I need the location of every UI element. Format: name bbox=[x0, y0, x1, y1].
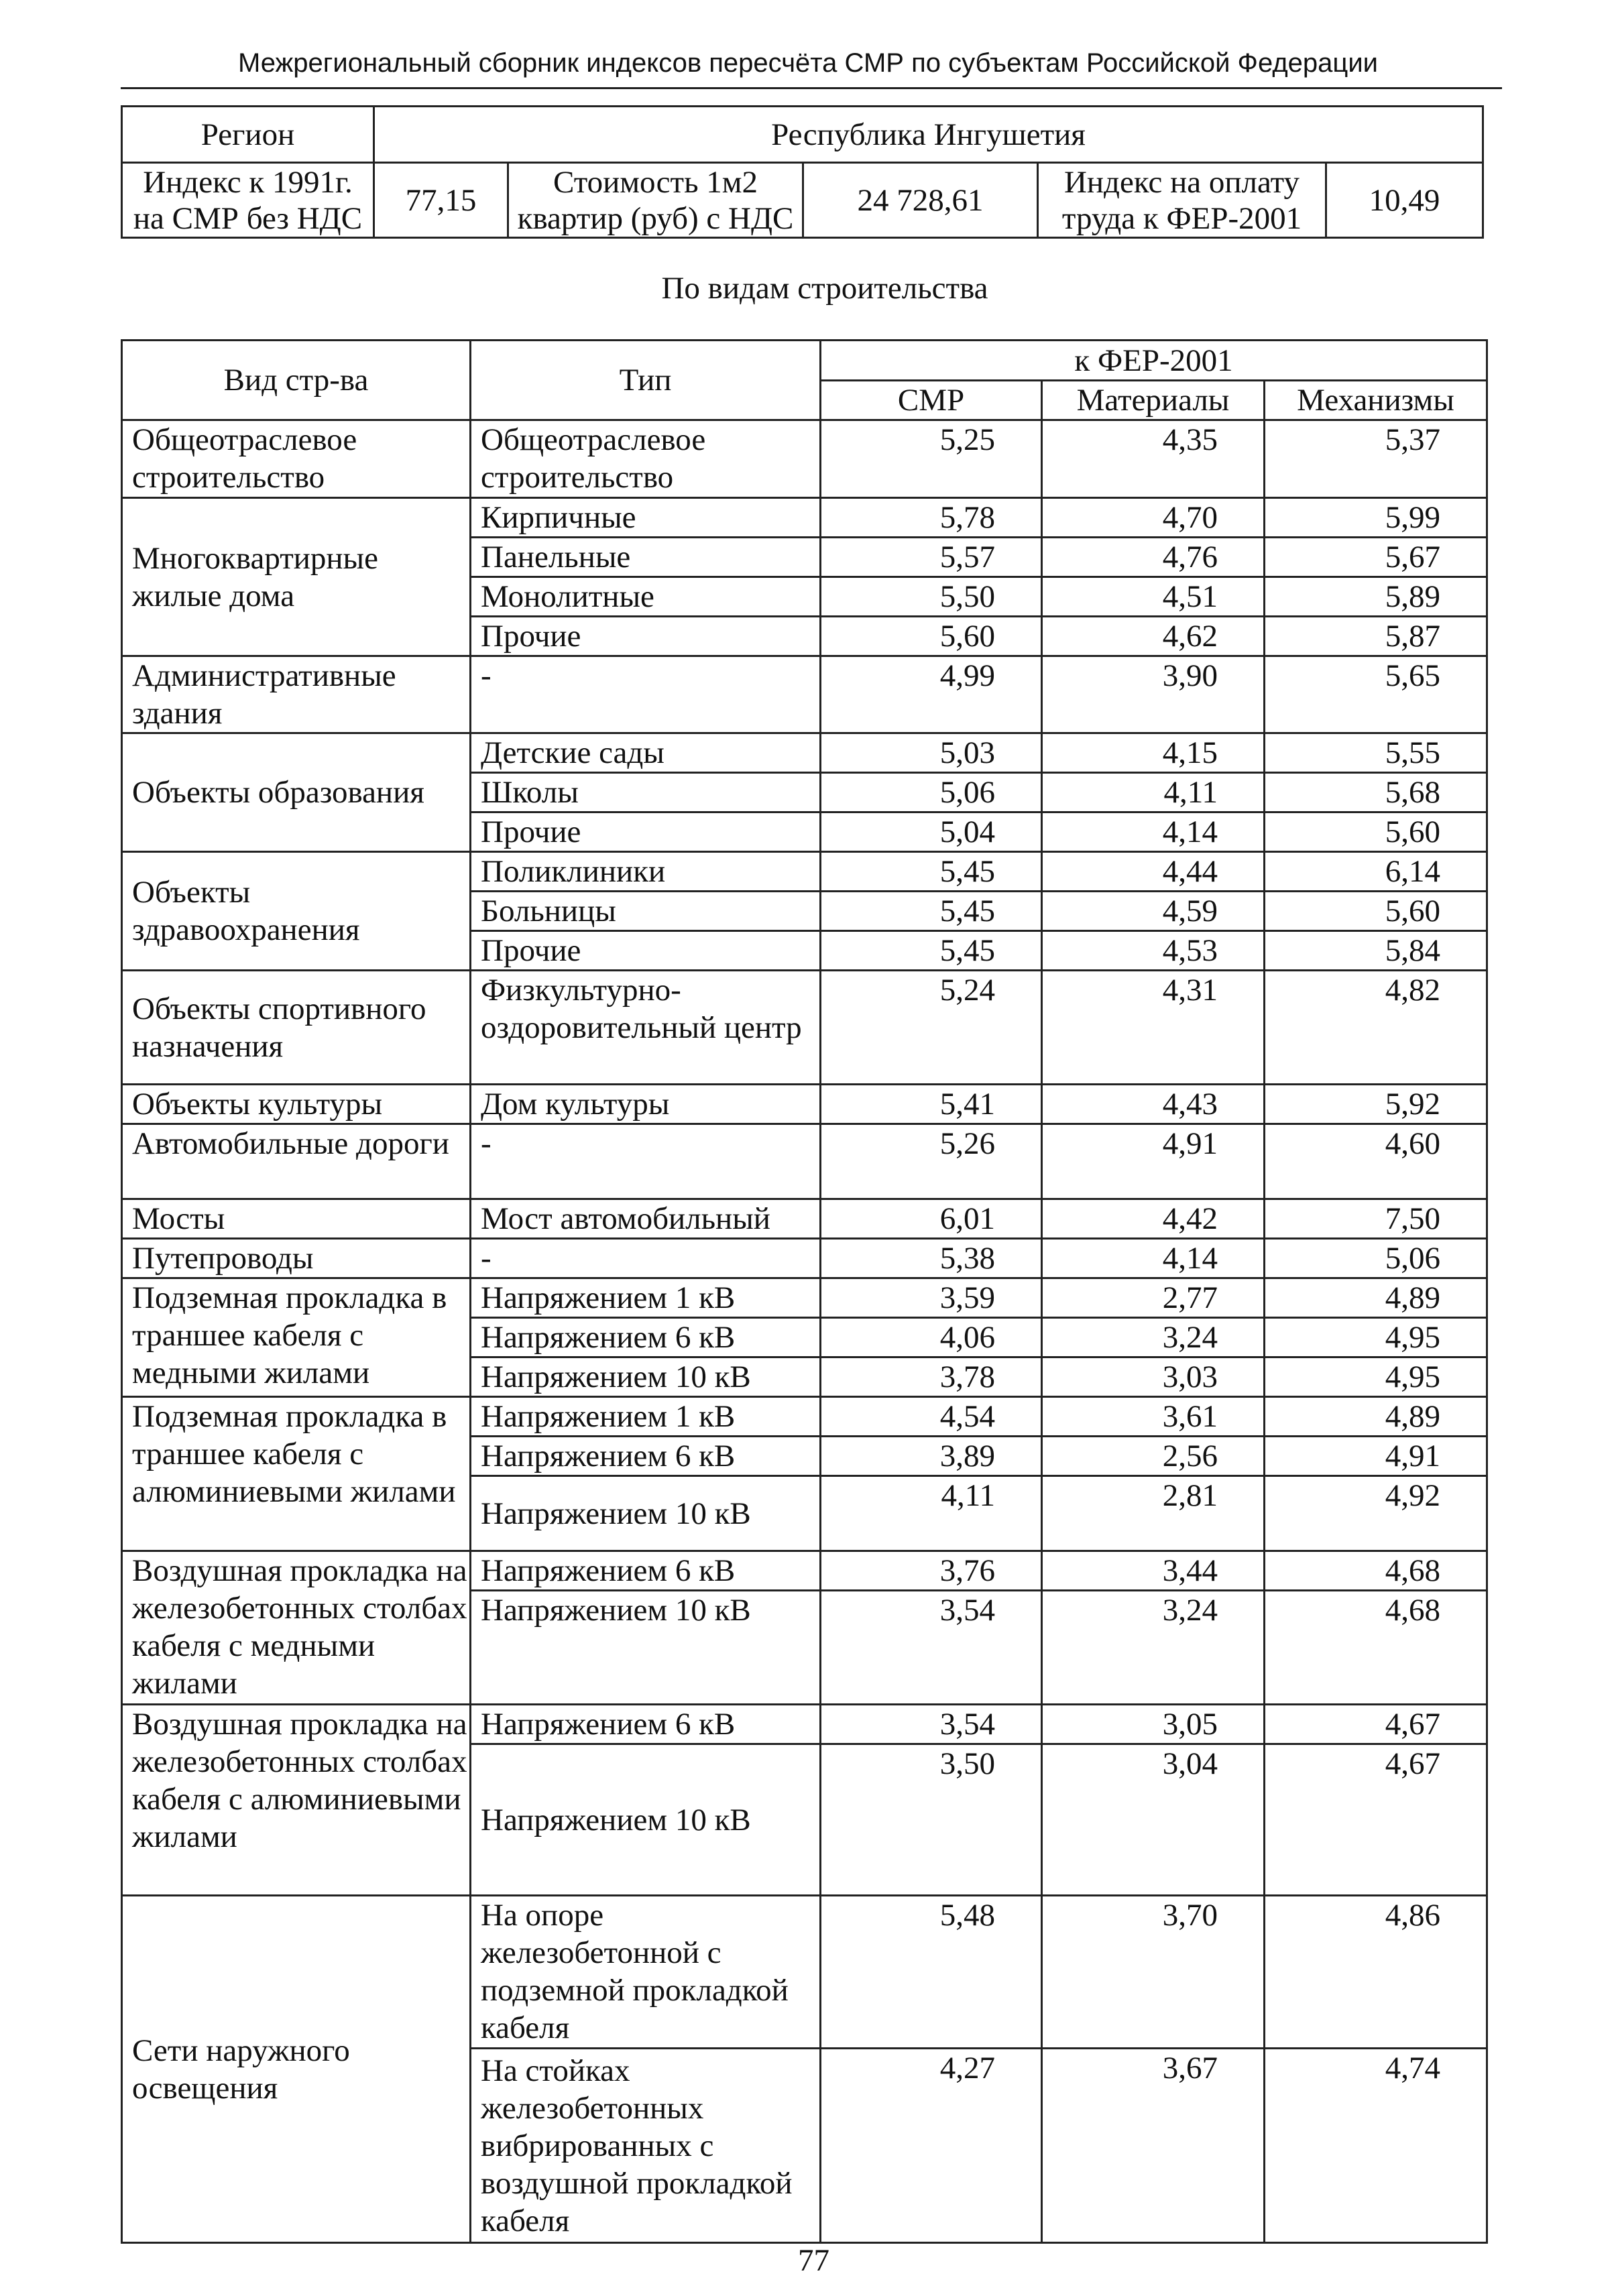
construction-type-cell: Напряжением 6 кВ bbox=[471, 1437, 821, 1476]
index-1991-label bbox=[122, 163, 374, 238]
materials-value-cell: 4,35 bbox=[1042, 420, 1265, 498]
smr-value-cell: 5,41 bbox=[821, 1085, 1042, 1124]
construction-kind-cell: Сети наружного освещения bbox=[122, 1896, 471, 2243]
mechanisms-value-cell: 5,99 bbox=[1265, 498, 1487, 538]
cost-label-line1: Стоимость 1м2 bbox=[553, 164, 758, 200]
smr-value-cell: 3,59 bbox=[821, 1278, 1042, 1318]
construction-type-cell: Кирпичные bbox=[471, 498, 821, 538]
smr-value-cell: 5,45 bbox=[821, 892, 1042, 931]
mechanisms-value-cell: 5,89 bbox=[1265, 577, 1487, 617]
table-row bbox=[122, 1124, 1487, 1199]
table-row bbox=[122, 1278, 1487, 1318]
construction-type-cell: Напряжением 1 кВ bbox=[471, 1278, 821, 1318]
construction-kind-cell: Подземная прокладка в траншее кабеля с медными жилами bbox=[122, 1278, 471, 1397]
materials-value-cell: 3,04 bbox=[1042, 1744, 1265, 1896]
construction-type-cell: Физкультурно-оздоровительный центр bbox=[471, 971, 821, 1085]
table-row bbox=[122, 1085, 1487, 1124]
region-label: Регион bbox=[122, 107, 374, 163]
smr-value-cell: 5,48 bbox=[821, 1896, 1042, 2049]
mechanisms-value-cell: 6,14 bbox=[1265, 852, 1487, 892]
mechanisms-value-cell: 5,65 bbox=[1265, 656, 1487, 733]
construction-kind-cell: Многоквартирные жилые дома bbox=[122, 498, 471, 656]
materials-value-cell: 4,15 bbox=[1042, 733, 1265, 773]
cost-label-line2: квартир (руб) с НДС bbox=[517, 200, 794, 236]
construction-index-table-body bbox=[122, 341, 1487, 2243]
index-1991-value: 77,15 bbox=[374, 163, 508, 238]
col-header-materials: Материалы bbox=[1042, 381, 1265, 420]
table-row bbox=[122, 1199, 1487, 1239]
mechanisms-value-cell: 5,37 bbox=[1265, 420, 1487, 498]
mechanisms-value-cell: 4,74 bbox=[1265, 2049, 1487, 2243]
construction-type-cell: Прочие bbox=[471, 617, 821, 656]
materials-value-cell: 4,53 bbox=[1042, 931, 1265, 971]
smr-value-cell: 5,60 bbox=[821, 617, 1042, 656]
table-row bbox=[122, 733, 1487, 773]
construction-kind-cell: Мосты bbox=[122, 1199, 471, 1239]
smr-value-cell: 3,78 bbox=[821, 1357, 1042, 1397]
mechanisms-value-cell: 4,82 bbox=[1265, 971, 1487, 1085]
construction-type-cell: - bbox=[471, 1239, 821, 1278]
materials-value-cell: 3,61 bbox=[1042, 1397, 1265, 1437]
construction-type-cell: Поликлиники bbox=[471, 852, 821, 892]
smr-value-cell: 5,45 bbox=[821, 852, 1042, 892]
materials-value-cell: 4,43 bbox=[1042, 1085, 1265, 1124]
smr-value-cell: 4,27 bbox=[821, 2049, 1042, 2243]
construction-type-cell: Напряжением 1 кВ bbox=[471, 1397, 821, 1437]
construction-type-cell: Напряжением 10 кВ bbox=[471, 1476, 821, 1551]
mechanisms-value-cell: 5,84 bbox=[1265, 931, 1487, 971]
construction-type-cell: - bbox=[471, 656, 821, 733]
construction-kind-cell: Объекты культуры bbox=[122, 1085, 471, 1124]
wage-index-label bbox=[1038, 163, 1326, 238]
construction-type-cell: Прочие bbox=[471, 931, 821, 971]
table-row bbox=[122, 971, 1487, 1085]
construction-type-cell: Напряжением 6 кВ bbox=[471, 1551, 821, 1591]
smr-value-cell: 5,24 bbox=[821, 971, 1042, 1085]
table-row bbox=[122, 656, 1487, 733]
construction-type-cell: Прочие bbox=[471, 812, 821, 852]
wage-index-label-line1: Индекс на оплату bbox=[1063, 164, 1300, 200]
mechanisms-value-cell: 5,87 bbox=[1265, 617, 1487, 656]
materials-value-cell: 4,91 bbox=[1042, 1124, 1265, 1199]
construction-kind-cell: Воздушная прокладка на железобетонных столбах кабеля с алюминиевыми жилами bbox=[122, 1705, 471, 1896]
region-value: Республика Ингушетия bbox=[374, 107, 1483, 163]
index-1991-label-line1: Индекс к 1991г. bbox=[143, 164, 353, 200]
construction-kind-cell: Путепроводы bbox=[122, 1239, 471, 1278]
smr-value-cell: 3,50 bbox=[821, 1744, 1042, 1896]
materials-value-cell: 4,14 bbox=[1042, 812, 1265, 852]
construction-type-cell: Детские сады bbox=[471, 733, 821, 773]
construction-type-cell: Напряжением 10 кВ bbox=[471, 1744, 821, 1896]
table-row bbox=[122, 1239, 1487, 1278]
header-divider bbox=[121, 87, 1502, 89]
construction-type-cell: Общеотраслевое строительство bbox=[471, 420, 821, 498]
table-row bbox=[122, 1551, 1487, 1591]
mechanisms-value-cell: 5,68 bbox=[1265, 773, 1487, 812]
smr-value-cell: 5,78 bbox=[821, 498, 1042, 538]
construction-kind-cell: Общеотраслевое строительство bbox=[122, 420, 471, 498]
mechanisms-value-cell: 4,67 bbox=[1265, 1705, 1487, 1744]
mechanisms-value-cell: 5,60 bbox=[1265, 812, 1487, 852]
wage-index-value: 10,49 bbox=[1326, 163, 1483, 238]
construction-type-cell: Напряжением 10 кВ bbox=[471, 1591, 821, 1705]
materials-value-cell: 3,05 bbox=[1042, 1705, 1265, 1744]
smr-value-cell: 5,38 bbox=[821, 1239, 1042, 1278]
construction-kind-cell: Воздушная прокладка на железобетонных столбах кабеля с медными жилами bbox=[122, 1551, 471, 1705]
materials-value-cell: 3,24 bbox=[1042, 1591, 1265, 1705]
smr-value-cell: 5,04 bbox=[821, 812, 1042, 852]
construction-type-cell: Больницы bbox=[471, 892, 821, 931]
construction-kind-cell: Административные здания bbox=[122, 656, 471, 733]
construction-type-cell: Монолитные bbox=[471, 577, 821, 617]
mechanisms-value-cell: 4,91 bbox=[1265, 1437, 1487, 1476]
table-row bbox=[122, 420, 1487, 498]
construction-type-cell: Панельные bbox=[471, 538, 821, 577]
col-header-smr: СМР bbox=[821, 381, 1042, 420]
smr-value-cell: 5,25 bbox=[821, 420, 1042, 498]
materials-value-cell: 4,44 bbox=[1042, 852, 1265, 892]
table-row bbox=[122, 498, 1487, 538]
materials-value-cell: 4,11 bbox=[1042, 773, 1265, 812]
col-header-kind: Вид стр-ва bbox=[122, 341, 471, 420]
wage-index-label-line2: труда к ФЕР-2001 bbox=[1061, 200, 1302, 236]
construction-kind-cell: Подземная прокладка в траншее кабеля с алюминиевыми жилами bbox=[122, 1397, 471, 1551]
construction-type-cell: Напряжением 6 кВ bbox=[471, 1318, 821, 1357]
col-header-type: Тип bbox=[471, 341, 821, 420]
construction-kind-cell: Объекты образования bbox=[122, 733, 471, 852]
mechanisms-value-cell: 5,55 bbox=[1265, 733, 1487, 773]
mechanisms-value-cell: 4,95 bbox=[1265, 1318, 1487, 1357]
construction-type-cell: Напряжением 10 кВ bbox=[471, 1357, 821, 1397]
materials-value-cell: 4,70 bbox=[1042, 498, 1265, 538]
materials-value-cell: 4,76 bbox=[1042, 538, 1265, 577]
materials-value-cell: 3,24 bbox=[1042, 1318, 1265, 1357]
materials-value-cell: 3,90 bbox=[1042, 656, 1265, 733]
cost-label bbox=[508, 163, 803, 238]
table-row bbox=[122, 1705, 1487, 1744]
mechanisms-value-cell: 4,86 bbox=[1265, 1896, 1487, 2049]
smr-value-cell: 4,54 bbox=[821, 1397, 1042, 1437]
materials-value-cell: 4,31 bbox=[1042, 971, 1265, 1085]
smr-value-cell: 5,45 bbox=[821, 931, 1042, 971]
smr-value-cell: 5,50 bbox=[821, 577, 1042, 617]
table-row bbox=[122, 1397, 1487, 1437]
cost-value: 24 728,61 bbox=[803, 163, 1038, 238]
materials-value-cell: 3,44 bbox=[1042, 1551, 1265, 1591]
col-header-mechanisms: Механизмы bbox=[1265, 381, 1487, 420]
smr-value-cell: 3,76 bbox=[821, 1551, 1042, 1591]
construction-type-cell: Школы bbox=[471, 773, 821, 812]
smr-value-cell: 5,06 bbox=[821, 773, 1042, 812]
smr-value-cell: 3,54 bbox=[821, 1591, 1042, 1705]
smr-value-cell: 3,89 bbox=[821, 1437, 1042, 1476]
mechanisms-value-cell: 4,92 bbox=[1265, 1476, 1487, 1551]
materials-value-cell: 4,62 bbox=[1042, 617, 1265, 656]
materials-value-cell: 3,70 bbox=[1042, 1896, 1265, 2049]
materials-value-cell: 3,03 bbox=[1042, 1357, 1265, 1397]
smr-value-cell: 3,54 bbox=[821, 1705, 1042, 1744]
table-row bbox=[122, 852, 1487, 892]
mechanisms-value-cell: 5,92 bbox=[1265, 1085, 1487, 1124]
smr-value-cell: 4,11 bbox=[821, 1476, 1042, 1551]
materials-value-cell: 2,77 bbox=[1042, 1278, 1265, 1318]
mechanisms-value-cell: 4,89 bbox=[1265, 1397, 1487, 1437]
smr-value-cell: 5,57 bbox=[821, 538, 1042, 577]
smr-value-cell: 6,01 bbox=[821, 1199, 1042, 1239]
materials-value-cell: 4,14 bbox=[1042, 1239, 1265, 1278]
region-table bbox=[121, 105, 1484, 239]
mechanisms-value-cell: 4,68 bbox=[1265, 1591, 1487, 1705]
construction-type-cell: - bbox=[471, 1124, 821, 1199]
mechanisms-value-cell: 5,06 bbox=[1265, 1239, 1487, 1278]
smr-value-cell: 5,03 bbox=[821, 733, 1042, 773]
construction-kind-cell: Автомобильные дороги bbox=[122, 1124, 471, 1199]
smr-value-cell: 5,26 bbox=[821, 1124, 1042, 1199]
construction-type-cell: Напряжением 6 кВ bbox=[471, 1705, 821, 1744]
construction-type-cell: На стойках железобетонных вибрированных с воздушной прокладкой кабеля bbox=[471, 2049, 821, 2243]
construction-kind-cell: Объекты здравоохранения bbox=[122, 852, 471, 971]
construction-type-cell: На опоре железобетонной с подземной прокладкой кабеля bbox=[471, 1896, 821, 2049]
mechanisms-value-cell: 4,60 bbox=[1265, 1124, 1487, 1199]
smr-value-cell: 4,99 bbox=[821, 656, 1042, 733]
materials-value-cell: 4,59 bbox=[1042, 892, 1265, 931]
smr-value-cell: 4,06 bbox=[821, 1318, 1042, 1357]
mechanisms-value-cell: 5,67 bbox=[1265, 538, 1487, 577]
materials-value-cell: 4,51 bbox=[1042, 577, 1265, 617]
page-header-title: Межрегиональный сборник индексов пересчёта СМР по субъектам Российской Федерации bbox=[237, 48, 1379, 78]
mechanisms-value-cell: 4,67 bbox=[1265, 1744, 1487, 1896]
construction-type-cell: Дом культуры bbox=[471, 1085, 821, 1124]
col-header-fer2001: к ФЕР-2001 bbox=[821, 341, 1487, 381]
materials-value-cell: 2,56 bbox=[1042, 1437, 1265, 1476]
table-row bbox=[122, 1896, 1487, 2049]
mechanisms-value-cell: 7,50 bbox=[1265, 1199, 1487, 1239]
mechanisms-value-cell: 5,60 bbox=[1265, 892, 1487, 931]
materials-value-cell: 3,67 bbox=[1042, 2049, 1265, 2243]
index-1991-label-line2: на СМР без НДС bbox=[133, 200, 363, 236]
construction-index-table bbox=[121, 339, 1488, 2244]
construction-kind-cell: Объекты спортивного назначения bbox=[122, 971, 471, 1085]
mechanisms-value-cell: 4,89 bbox=[1265, 1278, 1487, 1318]
materials-value-cell: 4,42 bbox=[1042, 1199, 1265, 1239]
page-number: 77 bbox=[798, 2243, 829, 2278]
mechanisms-value-cell: 4,95 bbox=[1265, 1357, 1487, 1397]
section-subtitle: По видам строительства bbox=[661, 271, 988, 306]
mechanisms-value-cell: 4,68 bbox=[1265, 1551, 1487, 1591]
construction-type-cell: Мост автомобильный bbox=[471, 1199, 821, 1239]
materials-value-cell: 2,81 bbox=[1042, 1476, 1265, 1551]
